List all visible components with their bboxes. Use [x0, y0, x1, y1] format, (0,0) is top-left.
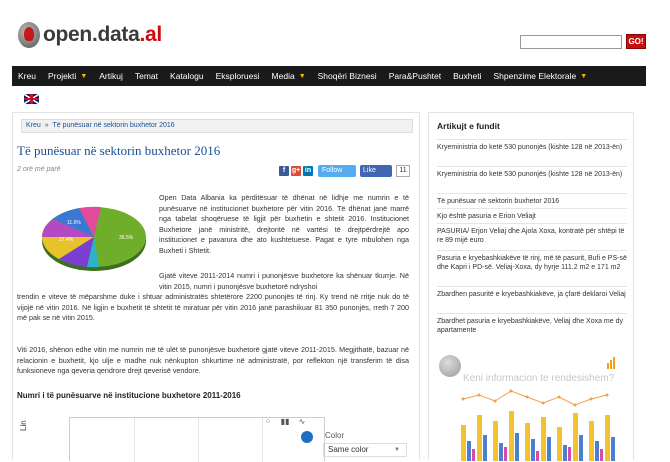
sidebar-article-link[interactable]: Zbardhet pasuria e kryebashkiakëve, Veliaj dhe Xoxa me dy apartamente	[437, 318, 623, 334]
chevron-down-icon: ▼	[394, 447, 400, 453]
article-title: Të punësuar në sektorin buxhetor 2016	[17, 143, 221, 158]
article-paragraph: Open Data Albania ka përditësuar të dhënat në lidhje me numrin e të punësuarve në institucionet buxhetore për vitin 2016. Të dhënat janë marrë nga tabelat shoqëruese të ligjit për buxhetin e shtetit 2016. Institucionet Buxhetore janë ministritë, drejtoritë në vartësi të drejtpërdrejtë apo institucionet e pavarura dhe ato kushtetuese. Pagat e tyre mbulohen nga Buxheti i Shtetit.	[159, 193, 409, 255]
logo-badge-icon	[18, 22, 40, 48]
sidebar-article-link[interactable]: Të punësuar në sektorin buxhetor 2016	[437, 198, 560, 205]
caret-down-icon: ▼	[80, 72, 88, 80]
article-date: 2 orë më parë	[17, 166, 61, 173]
article-paragraph: trendin e viteve të mëparshme duke i shtuar administratës shtetërore 2200 punonjës të rinj. Ky trend në rritje nuk do të vijojë në vitin 2016. Në ligjin e buxhetit të shtetit të miratuar për vitin 2016 janë parashikuar 81 350 punonjës, rreth 7 200 më pak se në vitin 2015.	[17, 292, 409, 322]
article-paragraph: Viti 2016, shënon edhe vitin me numrin më të ulët të punonjësve buxhetorë gjatë viteve 2011-2015. Megjithatë, bazuar në relacionin e buxhetit, kjo ulje e madhe nuk nënkupton shkurtime në administratë, por reflekton një transferim të disa funksioneve nga qeveria qendrore drejt qeverisë vendore.	[17, 345, 409, 375]
twitter-follow-button[interactable]: Follow	[318, 165, 356, 177]
sidebar-article-link[interactable]: Kryeministria do ketë 530 punonjës (kishte 128 në 2013-ën)	[437, 171, 623, 178]
banner-caption: Keni informacion te rendesishem?	[463, 373, 615, 384]
chart-color-select[interactable]: Same color ▼	[323, 443, 407, 457]
nav-item-kreu[interactable]: Kreu	[18, 71, 36, 81]
nav-item-artikuj[interactable]: Artikuj	[99, 71, 123, 81]
pie-chart-image	[39, 197, 149, 277]
nav-item-media[interactable]: Media ▼	[271, 71, 306, 81]
nav-item-eksploruesi[interactable]: Eksploruesi	[215, 71, 260, 81]
site-header	[0, 0, 670, 64]
nav-item-temat[interactable]: Temat	[134, 71, 159, 81]
pie-label: 17.4%	[59, 237, 74, 243]
nav-item-projekti[interactable]: Projekti ▼	[47, 71, 88, 81]
chart-y-label: Lin	[19, 420, 28, 431]
sidebar-article-link[interactable]: PASURIA/ Erjon Veliaj dhe Ajola Xoxa, kontratë për shtëpi të re 89 mijë euro	[437, 228, 625, 244]
banner-globe-icon	[439, 355, 461, 377]
main-nav	[12, 66, 646, 86]
sidebar-title: Artikujt e fundit	[437, 121, 500, 131]
sidebar-divider	[437, 286, 627, 287]
pie-label: 36.5%	[119, 235, 134, 241]
like-count: 11	[396, 165, 410, 177]
sidebar-divider	[437, 223, 627, 224]
banner-chart-image	[455, 385, 625, 461]
sidebar-article-link[interactable]: Kjo është pasuria e Erion Veliajt	[437, 213, 536, 220]
sidebar	[428, 112, 634, 460]
breadcrumb-home-link[interactable]: Kreu	[26, 122, 41, 129]
bar-chart-icon[interactable]: ▮▮	[280, 417, 290, 426]
sidebar-article-link[interactable]: Zbardhen pasuritë e kryebashkiakëve, ja çfarë deklaroi Veliaj	[437, 291, 626, 298]
chart-toolbar	[261, 417, 309, 427]
caret-down-icon: ▼	[298, 72, 306, 80]
breadcrumb	[21, 119, 413, 133]
sidebar-divider	[437, 139, 627, 140]
sidebar-article-link[interactable]: Kryeministria do ketë 530 punonjës (kishte 128 në 2013-ën)	[437, 144, 623, 151]
site-logo[interactable]	[18, 22, 162, 48]
sidebar-divider	[437, 313, 627, 314]
facebook-like-button[interactable]: Like	[360, 165, 392, 177]
chart-color-label: Color	[325, 431, 345, 440]
nav-item-para-pushtet[interactable]: Para&Pushtet	[388, 71, 442, 81]
pie-label: 11.6%	[67, 220, 81, 226]
chart-title: Numri i të punësuarve në institucione buxhetore 2011-2016	[17, 391, 241, 400]
logo-text: open.data.al	[43, 23, 162, 46]
sidebar-divider	[437, 250, 627, 251]
search-input[interactable]	[520, 35, 622, 49]
line-chart-icon[interactable]: ∿	[298, 417, 306, 426]
sidebar-article-link[interactable]: Pasuria e kryebashkiakëve të rinj, më të pasurit, Bufi e PS-së dhe Kapri i PD-së. Veliaj-Xoxa, dy hyrje 111.2 m2 e 171 m2	[437, 255, 627, 271]
english-flag-icon[interactable]	[24, 94, 39, 104]
sidebar-divider	[437, 166, 627, 167]
bar-chart-icon	[607, 357, 615, 369]
nav-item-shoq-ri-biznesi[interactable]: Shoqëri Biznesi	[317, 71, 377, 81]
article-paragraph: Gjatë viteve 2011-2014 numri i punonjësve buxhetore ka shënuar tkurrje. Në vitin 2015, numri i punonjësve buxhetorë ndryshoi	[159, 271, 409, 291]
share-bar	[279, 165, 410, 177]
nav-item-katalogu[interactable]: Katalogu	[170, 71, 204, 81]
breadcrumb-current[interactable]: Të punësuar në sektorin buxhetor 2016	[52, 122, 175, 129]
googleplus-share-icon[interactable]: g+	[291, 167, 301, 174]
scatter-chart-icon[interactable]: ⁘	[264, 417, 272, 426]
facebook-share-icon[interactable]: f	[279, 166, 289, 176]
sidebar-divider	[437, 208, 627, 209]
nav-item-buxheti[interactable]: Buxheti	[453, 71, 482, 81]
caret-down-icon: ▼	[580, 72, 588, 80]
nav-item-shpenzime-elektorale[interactable]: Shpenzime Elektorale ▼	[493, 71, 588, 81]
article-container	[12, 112, 420, 460]
info-banner[interactable]	[435, 351, 629, 461]
chart-color-dot-icon[interactable]	[301, 431, 313, 443]
sidebar-divider	[437, 193, 627, 194]
linkedin-share-icon[interactable]: in	[304, 167, 312, 174]
search-button[interactable]: GO!	[626, 34, 646, 49]
breadcrumb-separator: »	[44, 122, 49, 129]
